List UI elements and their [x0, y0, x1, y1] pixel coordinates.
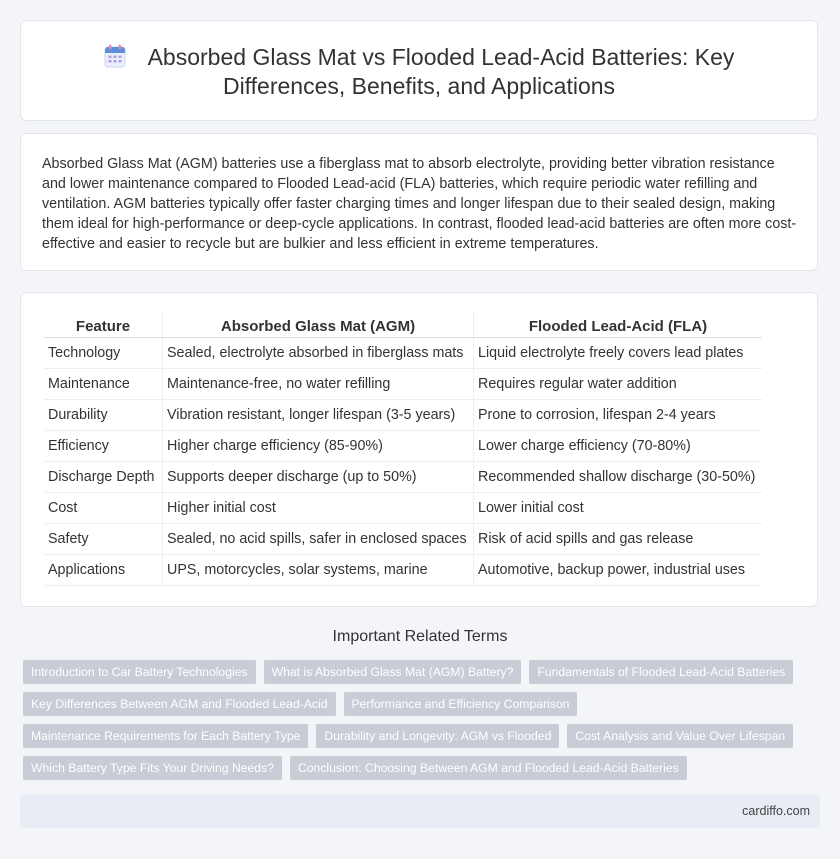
related-term-tag[interactable]: Introduction to Car Battery Technologies: [23, 660, 256, 684]
table-row: [44, 493, 762, 524]
fla-cell: Automotive, backup power, industrial uses: [474, 555, 763, 586]
related-term-tag[interactable]: Durability and Longevity: AGM vs Flooded: [316, 724, 559, 748]
footer-site-link[interactable]: cardiffo.com: [742, 804, 810, 818]
table-row: [44, 555, 762, 586]
intro-card: [20, 133, 818, 271]
feature-cell: Durability: [44, 400, 163, 431]
feature-cell: Safety: [44, 524, 163, 555]
comparison-card: [20, 292, 818, 607]
feature-cell: Efficiency: [44, 431, 163, 462]
fla-cell: Lower initial cost: [474, 493, 763, 524]
related-term-tag[interactable]: Maintenance Requirements for Each Battery Type: [23, 724, 308, 748]
feature-cell: Discharge Depth: [44, 462, 163, 493]
header-fla: Flooded Lead-Acid (FLA): [474, 312, 763, 338]
table-row: [44, 431, 762, 462]
feature-cell: Applications: [44, 555, 163, 586]
related-term-tag[interactable]: Cost Analysis and Value Over Lifespan: [567, 724, 793, 748]
fla-cell: Lower charge efficiency (70-80%): [474, 431, 763, 462]
related-term-tag[interactable]: Key Differences Between AGM and Flooded Lead-Acid: [23, 692, 336, 716]
header-feature: Feature: [44, 312, 163, 338]
agm-cell: Sealed, no acid spills, safer in enclosed spaces: [163, 524, 474, 555]
title-line-2: Differences, Benefits, and Applications: [222, 73, 616, 99]
table-row: [44, 400, 762, 431]
related-term-tag[interactable]: Conclusion: Choosing Between AGM and Flooded Lead-Acid Batteries: [290, 756, 687, 780]
fla-cell: Recommended shallow discharge (30-50%): [474, 462, 763, 493]
related-terms-list: [23, 660, 813, 788]
calendar-icon: [104, 44, 126, 68]
page-title: [21, 43, 817, 101]
header-agm: Absorbed Glass Mat (AGM): [163, 312, 474, 338]
agm-cell: Higher initial cost: [163, 493, 474, 524]
feature-cell: Cost: [44, 493, 163, 524]
intro-paragraph: Absorbed Glass Mat (AGM) batteries use a fiberglass mat to absorb electrolyte, providing better vibration resistance and lower maintenance compared to Flooded Lead-acid (FLA) batteries, which require periodic water refilling and ventilation. AGM batteries typically offer faster charging times and longer lifespan due to their sealed design, making them ideal for high-performance or deep-cycle applications. In contrast, flooded lead-acid batteries are often more cost-effective and easier to recycle but are bulkier and less efficient in extreme temperatures.: [42, 156, 797, 252]
fla-cell: Requires regular water addition: [474, 369, 763, 400]
title-line-1: Absorbed Glass Mat vs Flooded Lead-Acid Batteries: Key: [147, 44, 735, 70]
comparison-table: [44, 312, 762, 586]
feature-cell: Maintenance: [44, 369, 163, 400]
related-term-tag[interactable]: Performance and Efficiency Comparison: [344, 692, 578, 716]
agm-cell: UPS, motorcycles, solar systems, marine: [163, 555, 474, 586]
fla-cell: Liquid electrolyte freely covers lead plates: [474, 338, 763, 369]
agm-cell: Sealed, electrolyte absorbed in fiberglass mats: [163, 338, 474, 369]
feature-cell: Technology: [44, 338, 163, 369]
fla-cell: Prone to corrosion, lifespan 2-4 years: [474, 400, 763, 431]
footer: [20, 795, 820, 828]
related-term-tag[interactable]: What is Absorbed Glass Mat (AGM) Battery?: [264, 660, 522, 684]
agm-cell: Vibration resistant, longer lifespan (3-5 years): [163, 400, 474, 431]
table-row: [44, 338, 762, 369]
agm-cell: Maintenance-free, no water refilling: [163, 369, 474, 400]
table-row: [44, 462, 762, 493]
fla-cell: Risk of acid spills and gas release: [474, 524, 763, 555]
agm-cell: Higher charge efficiency (85-90%): [163, 431, 474, 462]
title-card: [20, 20, 818, 121]
table-header-row: [44, 312, 762, 338]
related-terms-heading: Important Related Terms: [332, 628, 508, 645]
related-term-tag[interactable]: Which Battery Type Fits Your Driving Needs?: [23, 756, 282, 780]
table-row: [44, 369, 762, 400]
related-term-tag[interactable]: Fundamentals of Flooded Lead-Acid Batteries: [529, 660, 793, 684]
agm-cell: Supports deeper discharge (up to 50%): [163, 462, 474, 493]
table-row: [44, 524, 762, 555]
